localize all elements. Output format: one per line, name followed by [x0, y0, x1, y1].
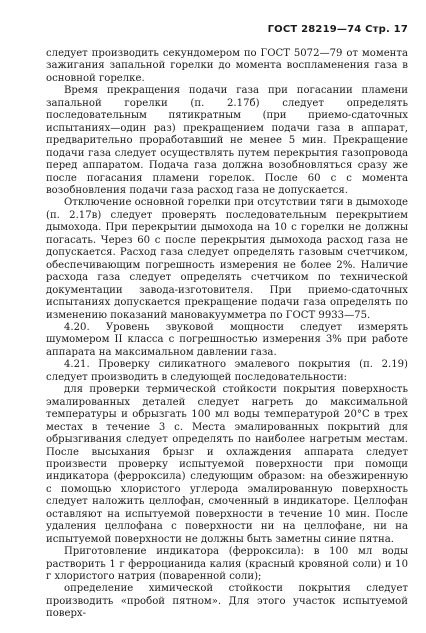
document-body	[46, 48, 408, 621]
paragraph-7: Приготовление индикатора (ферроксила): в 100 мл воды растворить 1 г ферроцианида калия (красный кровяной соли) и 10 г хлористого натрия (поваренной соли);	[46, 546, 408, 583]
paragraph-6: для проверки термической стойкости покрытия поверхность эмалированных деталей следует нагреть до максимальной температуры и обрызгать 100 мл воды температурой 20°С в трех местах в течение 3 с. Места эмалированных покрытий для обрызгивания следует определять по наиболее нагретым местам. После высыхания брызг и охлаждения аппарата следует произвести проверку испытуемой поверхности при помощи индикатора (ферроксила) следующим образом: на обезжиренную с помощью хлористого углерода эмалированную поверхность следует наложить целлофан, смоченный в индикаторе. Целлофан оставляют на испытуемой поверхности в течение 10 мин. После удаления целлофана с поверхности ни на целлофане, ни на испытуемой поверхности не должны быть заметны синие пятна.	[46, 384, 408, 545]
paragraph-1: следует производить секундомером по ГОСТ 5072—79 от момента зажигания запальной горелки до момента воспламенения газа в основной горелке.	[46, 48, 408, 84]
paragraph-3: Отключение основной горелки при отсутствии тяги в дымоходе (п. 2.17в) следует проверять последовательным перекрытием дымохода. При перекрытии дымохода на 10 с горелки не должны погасать. Через 60 с после перекрытия дымохода расход газа не допускается. Расход газа следует определять газовым счетчиком, обеспечивающим погрешность измерения не более 2%. Наличие расхода газа следует определять счетчиком по технической документации завода-изготовителя. При приемо-сдаточных испытаниях допускается прекращение подачи газа определять по изменению показаний мановакуумметра по ГОСТ 9933—75.	[46, 197, 408, 321]
paragraph-2: Время прекращения подачи газа при погасании пламени запальной горелки (п. 2.17б) следует определять последовательным пятикратным (при приемо-сдаточных испытаниях—один раз) прекращением подачи газа в аппарат, предварительно проработавший не менее 5 мин. Прекращение подачи газа следует осуществлять путем перекрытия газопровода перед аппаратом. Подача газа должна возобновляться сразу же после погасания пламени горелок. После 60 с с момента возобновления подачи газа расход газа не допускается.	[46, 85, 408, 196]
paragraph-5: 4.21. Проверку силикатного эмалевого покрытия (п. 2.19) следует производить в следующей последовательности:	[46, 359, 408, 383]
paragraph-4: 4.20. Уровень звуковой мощности следует измерять шумомером II класса с погрешностью измерения 3% при работе аппарата на максимальном давлении газа.	[46, 321, 408, 358]
paragraph-8: определение химической стойкости покрытия следует производить «пробой пятном». Для этого участок испытуемой поверх-	[46, 583, 408, 620]
page-header: ГОСТ 28219—74 Стр. 17	[267, 24, 408, 35]
